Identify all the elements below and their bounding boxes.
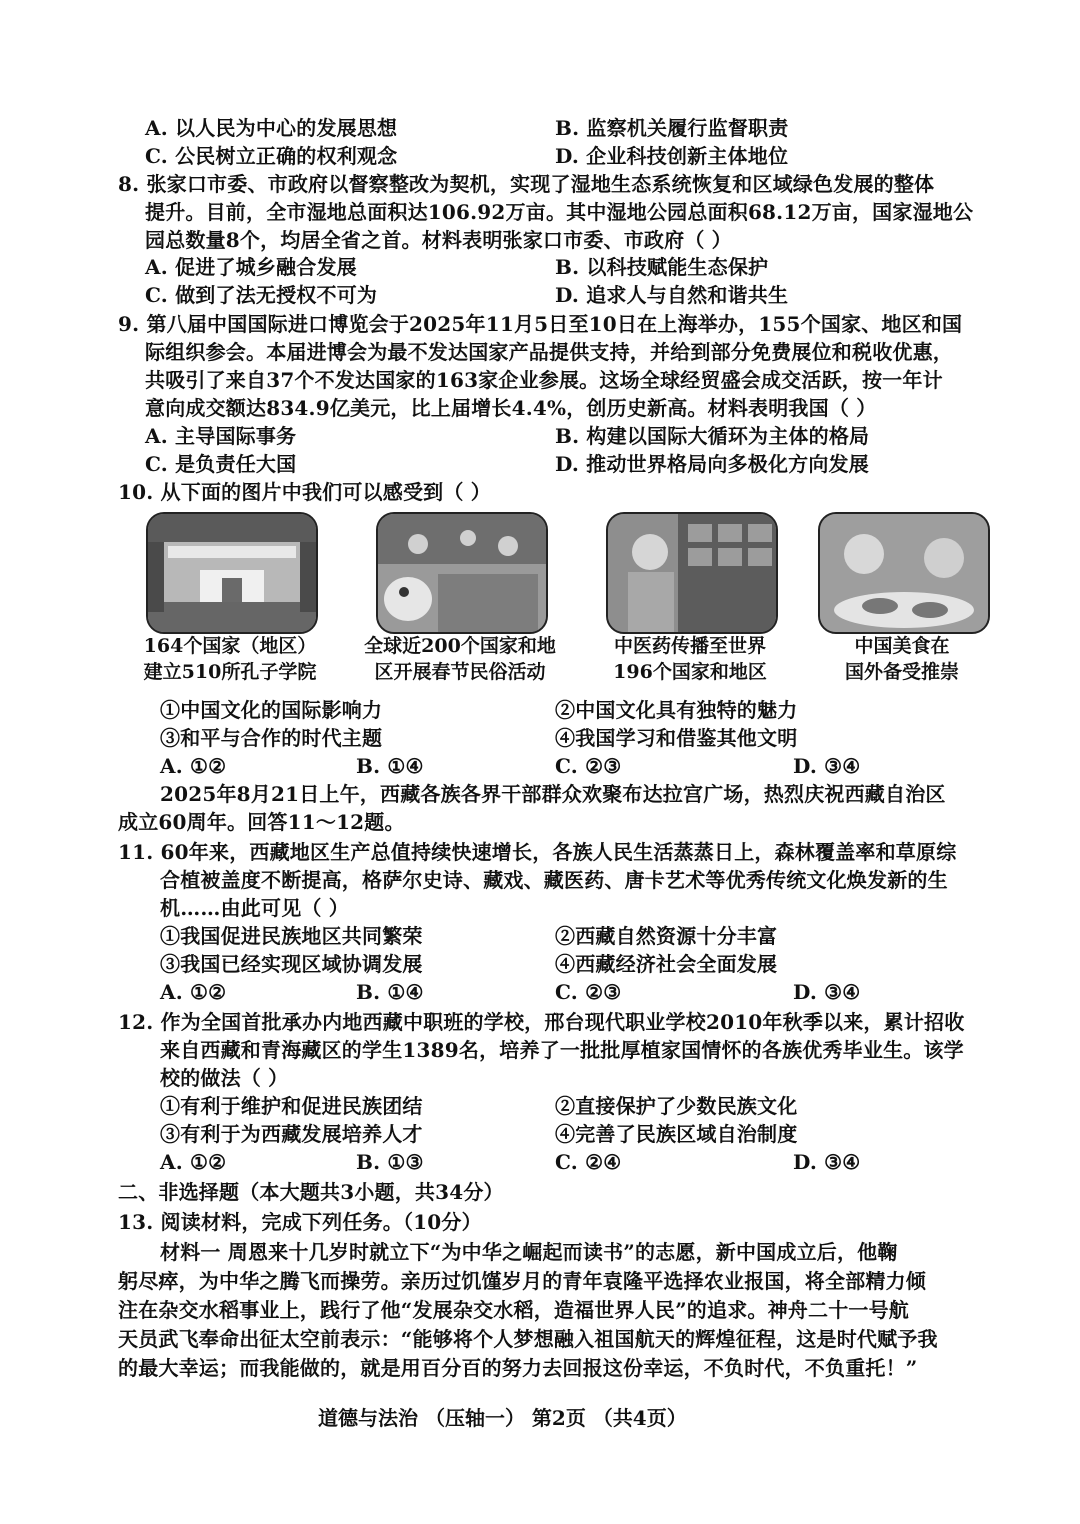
- q10-option-c: C. ②③: [555, 754, 622, 778]
- photo4-caption-line2: 国外备受推崇: [844, 661, 959, 683]
- photo3-caption-line2: 196个国家和地区: [613, 661, 767, 683]
- q12-statement-4: ④完善了民族区域自治制度: [555, 1122, 798, 1146]
- q12-option-a: A. ①②: [160, 1150, 227, 1174]
- q8-option-a: A. 促进了城乡融合发展: [145, 255, 357, 279]
- q10-statement-3: ③和平与合作的时代主题: [160, 726, 383, 750]
- q10-option-a: A. ①②: [160, 754, 227, 778]
- q8-stem-line1: 8. 张家口市委、市政府以督察整改为契机，实现了湿地生态系统恢复和区域绿色发展的整体: [118, 172, 935, 196]
- q11-statement-2: ②西藏自然资源十分丰富: [555, 924, 778, 948]
- photo1-caption-line2: 建立510所孔子学院: [143, 661, 317, 683]
- q10-option-d: D. ③④: [793, 754, 861, 778]
- photo3-caption-line1: 中医药传播至世界: [613, 635, 766, 657]
- q8-option-b: B. 以科技赋能生态保护: [555, 255, 769, 279]
- q10-statement-1: ①中国文化的国际影响力: [160, 698, 383, 722]
- q10-option-b: B. ①④: [356, 754, 424, 778]
- q9-stem-line4: 意向成交额达834.9亿美元，比上届增长4.4%，创历史新高。材料表明我国（ ）: [145, 396, 877, 420]
- q13-material-line5: 的最大幸运；而我能做的，就是用百分百的努力去回报这份幸运，不负时代，不负重托！”: [118, 1356, 918, 1380]
- q11-statement-3: ③我国已经实现区域协调发展: [160, 952, 423, 976]
- confucius-institute-photo: [146, 512, 318, 634]
- q9-option-d: D. 推动世界格局向多极化方向发展: [555, 452, 869, 476]
- photo4-caption-line1: 中国美食在: [854, 635, 950, 657]
- q9-option-b: B. 构建以国际大循环为主体的格局: [555, 424, 870, 448]
- q7-option-a: A. 以人民为中心的发展思想: [145, 116, 398, 140]
- photo1-caption-line1: 164个国家（地区）: [143, 635, 317, 657]
- q11-stem-line3: 机……由此可见（ ）: [160, 896, 349, 920]
- photo2-caption-line1: 全球近200个国家和地: [364, 635, 556, 657]
- q10-statement-2: ②中国文化具有独特的魅力: [555, 698, 798, 722]
- q13-material-line2: 躬尽瘁，为中华之腾飞而操劳。亲历过饥馑岁月的青年袁隆平选择农业报国，将全部精力倾: [118, 1269, 926, 1293]
- q12-stem-line2: 来自西藏和青海藏区的学生1389名，培养了一批批厚植家国情怀的各族优秀毕业生。该学: [160, 1038, 964, 1062]
- q12-stem-line3: 校的做法（ ）: [160, 1066, 289, 1090]
- q12-statement-2: ②直接保护了少数民族文化: [555, 1094, 798, 1118]
- photo2-caption-line2: 区开展春节民俗活动: [374, 661, 546, 683]
- q9-stem-line1: 9. 第八届中国国际进口博览会于2025年11月5日至10日在上海举办，155个国家、地区和国: [118, 312, 963, 336]
- lion-dance-photo: [376, 512, 548, 634]
- q7-option-d: D. 企业科技创新主体地位: [555, 144, 789, 168]
- q8-option-c: C. 做到了法无授权不可为: [145, 283, 378, 307]
- q13-material-line3: 注在杂交水稻事业上，践行了他“发展杂交水稻，造福世界人民”的追求。神舟二十一号航: [118, 1298, 910, 1322]
- q7-option-c: C. 公民树立正确的权利观念: [145, 144, 398, 168]
- intro-11-12-line2: 成立60周年。回答11～12题。: [118, 810, 405, 834]
- q11-stem-line1: 11. 60年来，西藏地区生产总值持续快速增长，各族人民生活蒸蒸日上，森林覆盖率和草原综: [118, 840, 957, 864]
- q11-option-c: C. ②③: [555, 980, 622, 1004]
- q11-stem-line2: 合植被盖度不断提高，格萨尔史诗、藏戏、藏医药、唐卡艺术等优秀传统文化焕发新的生: [160, 868, 948, 892]
- q9-stem-line3: 共吸引了来自37个不发达国家的163家企业参展。这场全球经贸盛会成交活跃，按一年计: [145, 368, 943, 392]
- q10-statement-4: ④我国学习和借鉴其他文明: [555, 726, 798, 750]
- q11-statement-4: ④西藏经济社会全面发展: [555, 952, 778, 976]
- q7-option-b: B. 监察机关履行监督职责: [555, 116, 789, 140]
- q12-stem-line1: 12. 作为全国首批承办内地西藏中职班的学校，邢台现代职业学校2010年秋季以来，累计招收: [118, 1010, 965, 1034]
- q11-option-b: B. ①④: [356, 980, 424, 1004]
- q11-option-d: D. ③④: [793, 980, 861, 1004]
- section-2-heading: 二、非选择题（本大题共3小题，共34分）: [118, 1180, 504, 1204]
- q8-option-d: D. 追求人与自然和谐共生: [555, 283, 789, 307]
- q9-option-c: C. 是负责任大国: [145, 452, 297, 476]
- q8-stem-line2: 提升。目前，全市湿地总面积达106.92万亩。其中湿地公园总面积68.12万亩，国家湿地公: [145, 200, 974, 224]
- q12-option-d: D. ③④: [793, 1150, 861, 1174]
- q12-statement-3: ③有利于为西藏发展培养人才: [160, 1122, 423, 1146]
- intro-11-12-line1: 2025年8月21日上午，西藏各族各界干部群众欢聚布达拉宫广场，热烈庆祝西藏自治区: [160, 782, 946, 806]
- q9-stem-line2: 际组织参会。本届进博会为最不发达国家产品提供支持，并给到部分免费展位和税收优惠，: [145, 340, 953, 364]
- q13-material-line4: 天员武飞奉命出征太空前表示：“能够将个人梦想融入祖国航天的辉煌征程，这是时代赋予我: [118, 1327, 938, 1351]
- chinese-medicine-photo: [606, 512, 778, 634]
- q12-option-c: C. ②④: [555, 1150, 622, 1174]
- q12-option-b: B. ①③: [356, 1150, 424, 1174]
- chinese-food-photo: [818, 512, 990, 634]
- page-footer: 道德与法治 （压轴一） 第2页 （共4页）: [318, 1406, 687, 1430]
- q9-option-a: A. 主导国际事务: [145, 424, 297, 448]
- q11-statement-1: ①我国促进民族地区共同繁荣: [160, 924, 423, 948]
- q13-material-line1: 材料一 周恩来十几岁时就立下“为中华之崛起而读书”的志愿，新中国成立后，他鞠: [160, 1240, 898, 1264]
- q10-stem: 10. 从下面的图片中我们可以感受到（ ）: [118, 480, 491, 504]
- q8-stem-line3: 园总数量8个，均居全省之首。材料表明张家口市委、市政府（ ）: [145, 228, 732, 252]
- q12-statement-1: ①有利于维护和促进民族团结: [160, 1094, 423, 1118]
- q11-option-a: A. ①②: [160, 980, 227, 1004]
- q13-stem: 13. 阅读材料，完成下列任务。（10分）: [118, 1210, 482, 1234]
